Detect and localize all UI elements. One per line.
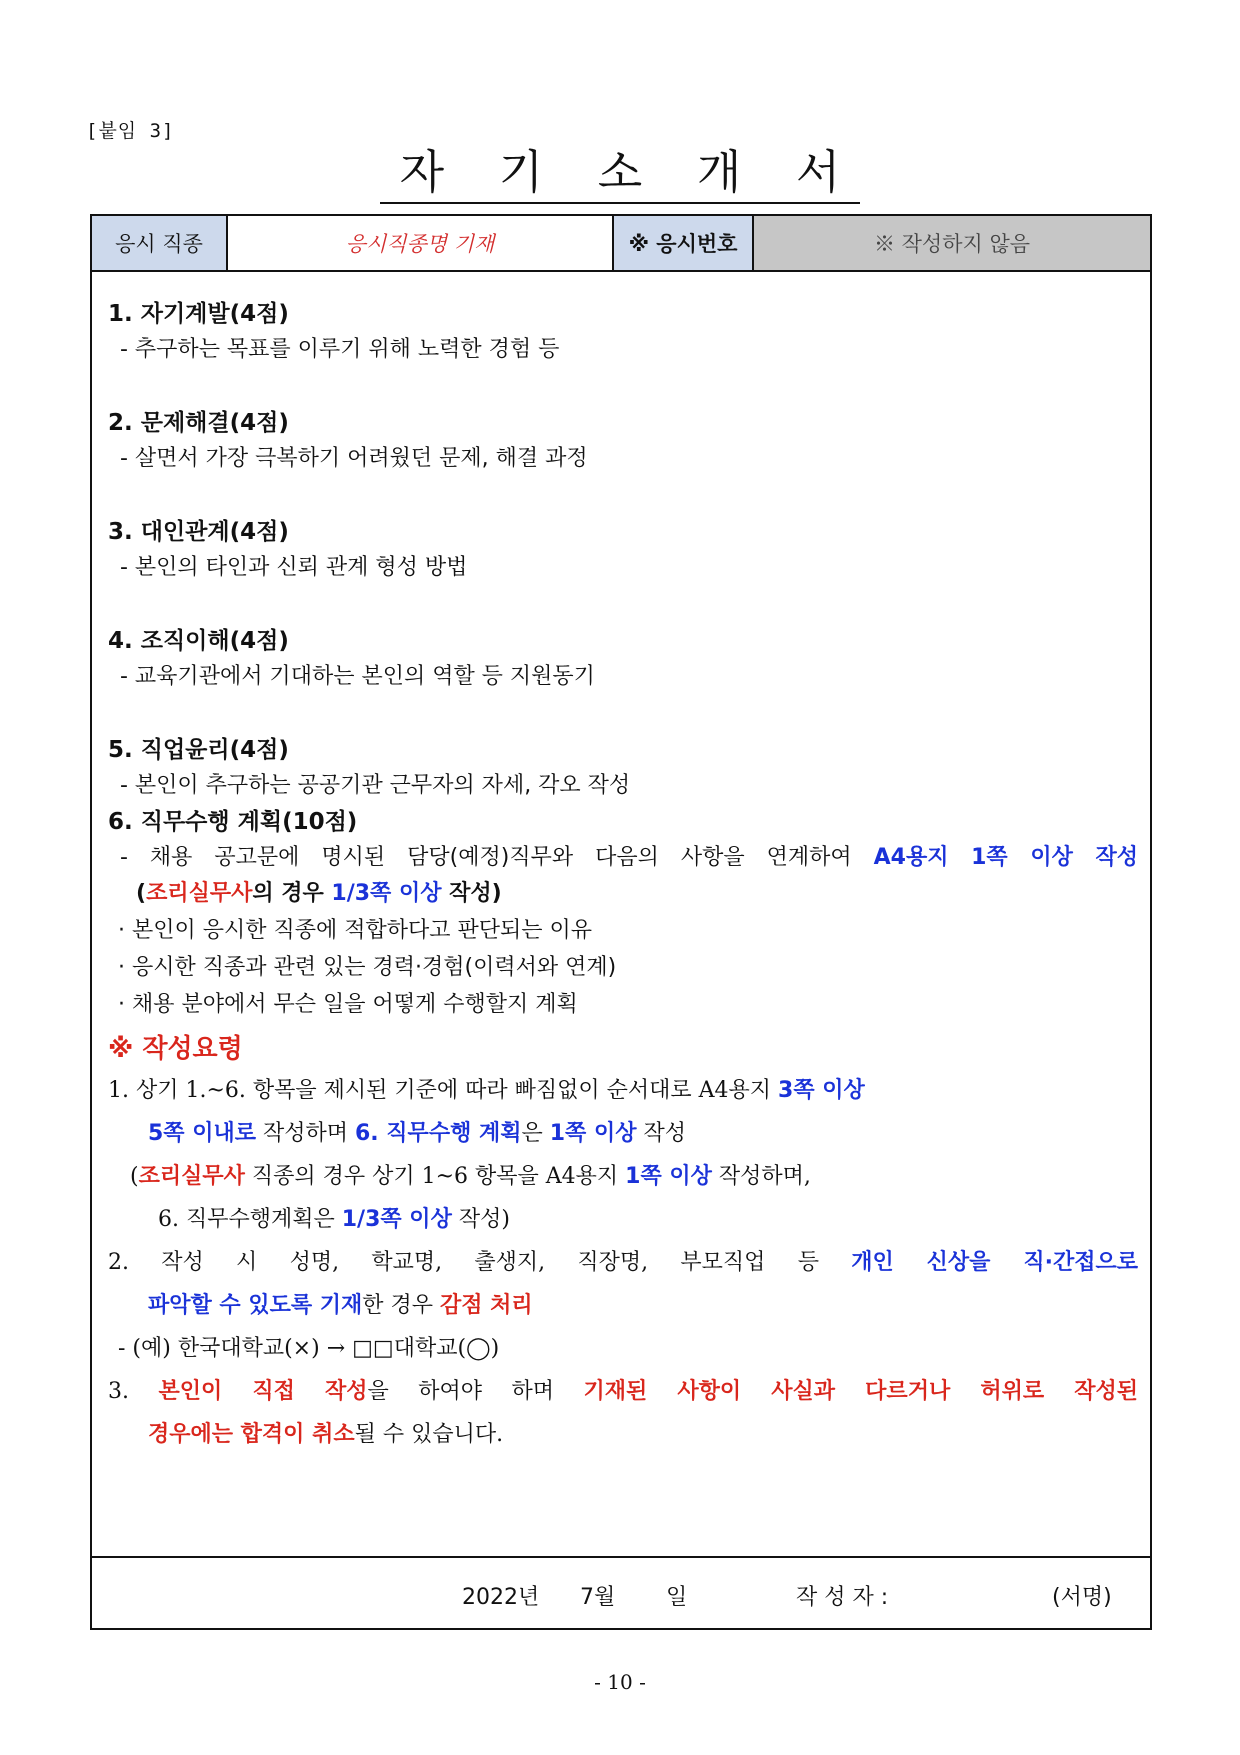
text: 을 하여야 하며 [367,1379,584,1404]
bullet-item: · 응시한 직종과 관련 있는 경력·경험(이력서와 연계) [118,955,617,980]
section-desc: - 본인이 추구하는 공공기관 근무자의 자세, 각오 작성 [120,773,631,798]
section-desc: - 살면서 가장 극복하기 어려웠던 문제, 해결 과정 [120,446,588,471]
form-header [92,216,1150,272]
text: 의 경우 [252,881,332,906]
signature-row [92,1556,1150,1630]
guide-2-example: - (예) 한국대학교(×) → □□대학교(◯) [118,1336,500,1361]
text: 은 [521,1121,550,1146]
writing-guide [108,1029,1138,1456]
text: ( [136,881,147,906]
highlight-red: 감점 처리 [440,1293,533,1318]
attachment-label: [붙임 3] [86,120,175,142]
text: 작성하며 [255,1121,355,1146]
bullet-item: · 채용 분야에서 무슨 일을 어떻게 수행할지 계획 [118,992,578,1017]
sign-year: 2022년 [462,1585,540,1610]
text: 직종의 경우 상기 1~6 항목을 A4용지 [244,1164,626,1189]
guide-2-line-2 [108,1284,1138,1327]
guide-1-line-3 [108,1155,1138,1198]
highlight-red: 본인이 직접 작성 [158,1379,368,1404]
bullet-item: · 본인이 응시한 직종에 적합하다고 판단되는 이유 [118,918,592,943]
job-label: 응시 직종 [92,216,228,270]
section-title: 4. 조직이해(4점) [108,628,289,654]
highlight: 3쪽 이상 [778,1078,865,1103]
section-6 [108,804,1138,1023]
highlight: 개인 신상을 직·간접으로 [851,1250,1138,1275]
text: 작성) [441,881,502,906]
sign-day: 일 [666,1585,688,1610]
section-title: 3. 대인관계(4점) [108,519,289,545]
section-4 [108,623,1138,695]
highlight: 1쪽 이상 [625,1164,712,1189]
section-desc: - 본인의 타인과 신뢰 관계 형성 방법 [120,555,468,580]
highlight-red: 경우에는 합격이 취소 [148,1422,355,1447]
section-3 [108,514,1138,586]
section-2 [108,405,1138,477]
guide-1-line-1 [108,1069,1138,1112]
section-title: 5. 직업윤리(4점) [108,737,289,763]
highlight-red: 조리실무사 [146,881,253,906]
guide-2-line-1 [108,1241,1138,1284]
guide-1-line-2 [108,1112,1138,1155]
text: 한 경우 [362,1293,440,1318]
highlight-red: 조리실무사 [138,1164,245,1189]
section-6-line-2 [108,876,1138,912]
section-title: 1. 자기계발(4점) [108,301,289,327]
text: ( [130,1164,139,1189]
document-title-wrap [0,144,1240,204]
highlight: 5쪽 이내로 [148,1121,256,1146]
guide-1-line-4 [108,1198,1138,1241]
guide-3-line-2 [108,1413,1138,1456]
form-sheet [90,214,1152,1630]
text: 작성 [636,1121,686,1146]
highlight-red: 기재된 사항이 사실과 다르거나 허위로 작성된 [583,1379,1138,1404]
text: - 채용 공고문에 명시된 담당(예정)직무와 다음의 사항을 연계하여 [120,845,874,870]
text: 6. 직무수행계획은 [158,1207,342,1232]
section-title: 2. 문제해결(4점) [108,410,289,436]
section-5 [108,732,1138,804]
document-title: 자 기 소 개 서 [380,144,861,204]
applicant-number-value: ※ 작성하지 않음 [754,216,1150,270]
text: 될 수 있습니다. [354,1422,504,1447]
section-title: 6. 직무수행 계획(10점) [108,809,358,835]
section-desc: - 교육기관에서 기대하는 본인의 역할 등 지원동기 [120,664,595,689]
writer-label: 작 성 자 : [796,1585,889,1610]
highlight: A4용지 1쪽 이상 작성 [873,845,1138,870]
section-desc: - 추구하는 목표를 이루기 위해 노력한 경험 등 [120,337,560,362]
form-body [108,296,1138,1456]
highlight: 6. 직무수행 계획 [354,1121,522,1146]
text: 작성하며, [711,1164,811,1189]
text: 작성) [451,1207,510,1232]
highlight: 1/3쪽 이상 [331,881,442,906]
text: 2. 작성 시 성명, 학교명, 출생지, 직장명, 부모직업 등 [108,1250,852,1275]
guide-3-line-1 [108,1370,1138,1413]
guide-title: ※ 작성요령 [108,1034,243,1064]
text: 1. 상기 1.~6. 항목을 제시된 기준에 따라 빠짐없이 순서대로 A4용지 [108,1078,779,1103]
section-6-line-1 [108,840,1138,876]
highlight: 1쪽 이상 [549,1121,637,1146]
highlight: 파악할 수 있도록 기재 [148,1293,363,1318]
job-value-field[interactable]: 응시직종명 기재 [228,216,614,270]
highlight: 1/3쪽 이상 [341,1207,452,1232]
text: 3. [108,1379,159,1404]
sign-month: 7월 [580,1585,616,1610]
section-1 [108,296,1138,368]
page-number: - 10 - [594,1670,646,1694]
applicant-number-label: ※ 응시번호 [614,216,754,270]
sign-placeholder[interactable]: (서명) [1052,1585,1112,1610]
